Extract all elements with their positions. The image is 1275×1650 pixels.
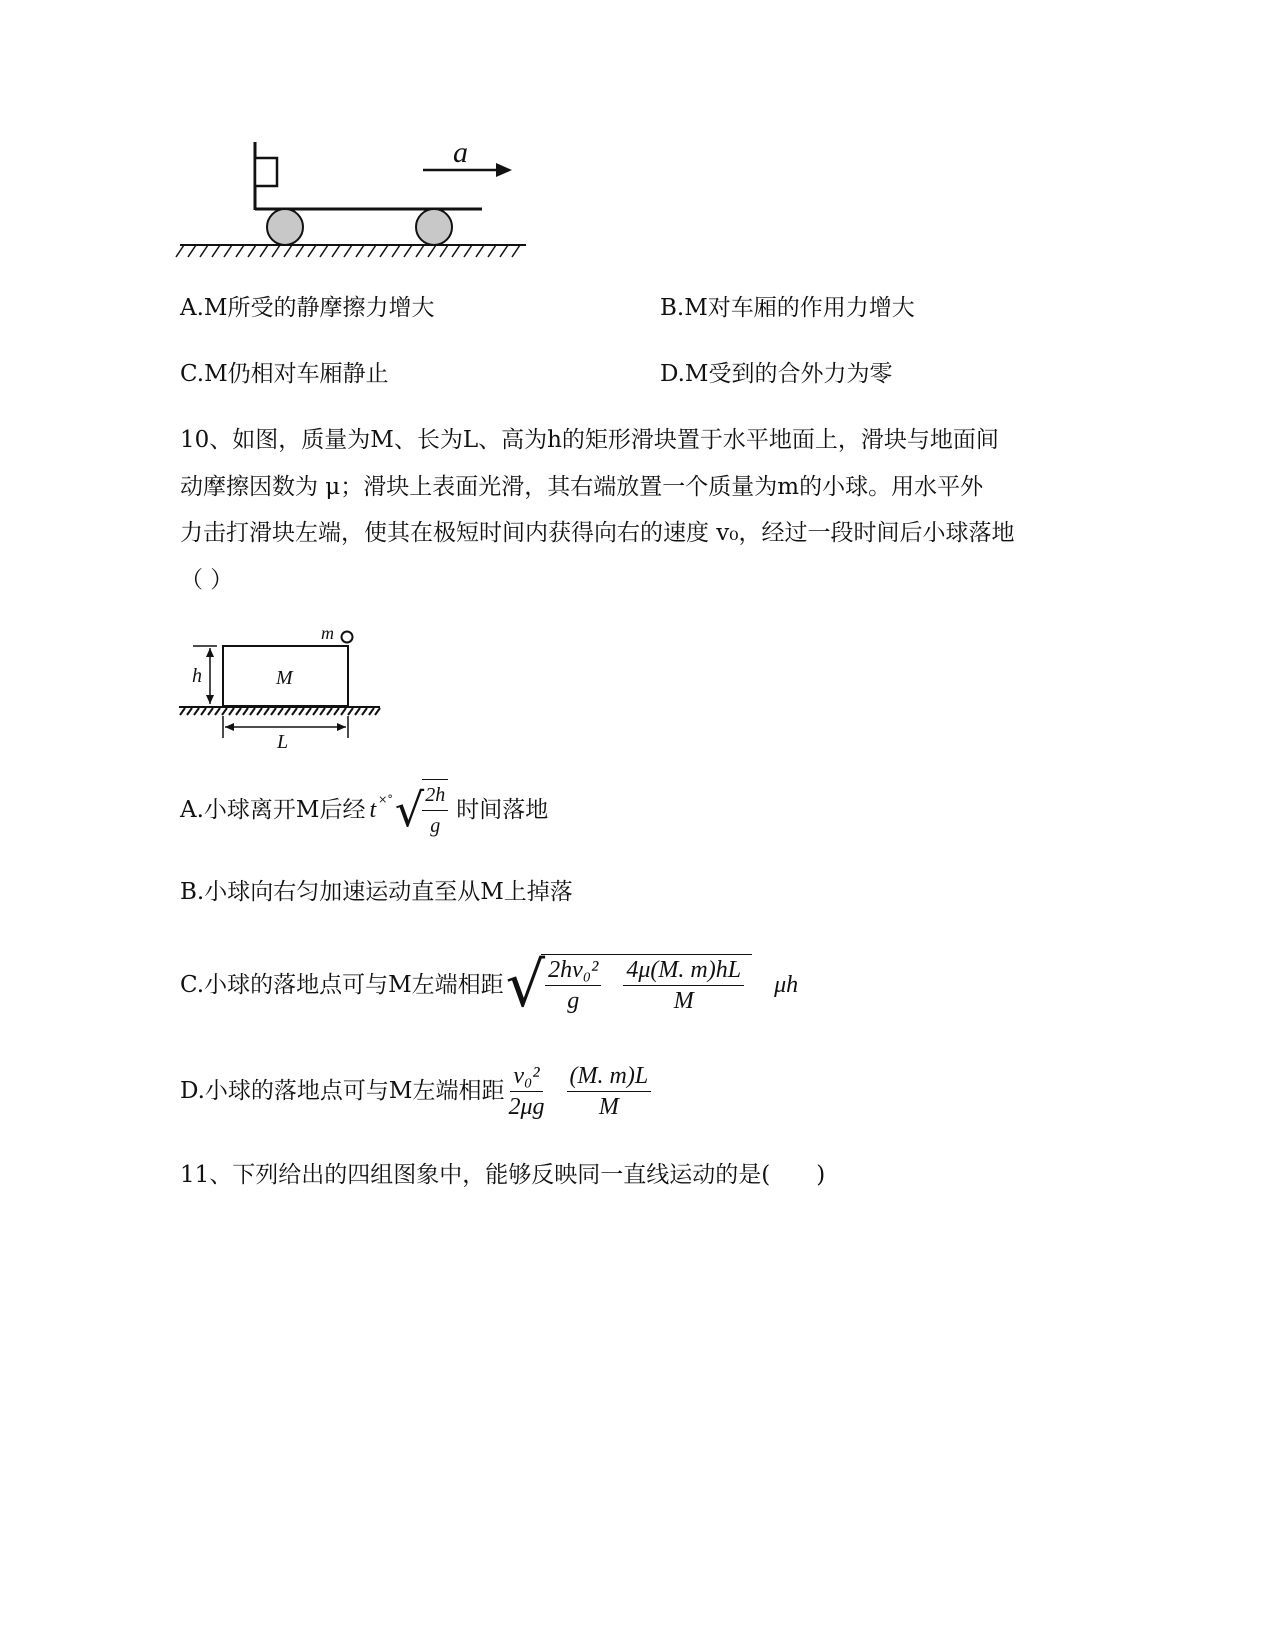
acceleration-label: a bbox=[453, 136, 468, 169]
ground-hatch bbox=[176, 245, 520, 257]
q10-option-d-fraction-1 bbox=[508, 1061, 544, 1122]
sqrt-sign: √ bbox=[394, 783, 425, 837]
block-M bbox=[255, 158, 277, 186]
q10-option-c-tail: μh bbox=[774, 972, 799, 998]
q10-option-a-sup: ×° bbox=[378, 793, 393, 806]
q10-option-a-t: t bbox=[369, 797, 377, 823]
q10-option-a bbox=[180, 780, 548, 840]
frac-denominator: M bbox=[598, 1093, 619, 1120]
q10-option-c-prefix: C.小球的落地点可与M左端相距 bbox=[180, 972, 504, 998]
q11-stem: 11、下列给出的四组图象中，能够反映同一直线运动的是( ) bbox=[180, 1162, 826, 1188]
frac-numerator: 2h bbox=[422, 780, 448, 811]
frac-denominator: M bbox=[673, 988, 694, 1014]
frac-denominator: g bbox=[567, 988, 580, 1014]
frac-numerator: v₀² bbox=[510, 1061, 542, 1092]
cart-wheel-right bbox=[416, 209, 452, 245]
sqrt-body bbox=[541, 954, 752, 1016]
q10-stem-line3: 力击打滑块左端，使其在极短时间内获得向右的速度 v₀，经过一段时间后小球落地 bbox=[180, 520, 1015, 546]
frac-denominator: 2μg bbox=[508, 1093, 545, 1120]
q10-stem-line1: 10、如图，质量为M、长为L、高为h的矩形滑块置于水平地面上，滑块与地面间 bbox=[180, 427, 999, 453]
block-figure bbox=[175, 620, 390, 755]
q10-option-d-fraction-2 bbox=[567, 1061, 652, 1122]
acceleration-arrowhead bbox=[496, 163, 512, 177]
ball-mass-label: m bbox=[321, 623, 334, 643]
sqrt-sign: √ bbox=[505, 948, 546, 1021]
q10-option-b: B.小球向右匀加速运动直至从M上掉落 bbox=[180, 879, 573, 905]
q10-option-a-prefix: A.小球离开M后经 bbox=[180, 797, 366, 823]
q10-option-a-suffix: 时间落地 bbox=[456, 797, 549, 823]
length-label: L bbox=[277, 731, 289, 753]
block-mass-label: M bbox=[276, 667, 293, 689]
frac-numerator: (M. m)L bbox=[567, 1061, 652, 1092]
q10-option-c-fraction-1 bbox=[545, 955, 601, 1016]
q10-stem-line4: （ ） bbox=[180, 567, 234, 593]
q9-option-d: D.M受到的合外力为零 bbox=[660, 361, 893, 387]
cart-wheel-left bbox=[267, 209, 303, 245]
frac-denominator: g bbox=[430, 815, 441, 837]
q10-option-d bbox=[180, 1058, 655, 1124]
q10-option-c bbox=[180, 950, 798, 1020]
ground-hatch-2 bbox=[180, 708, 380, 715]
q9-option-b: B.M对车厢的作用力增大 bbox=[660, 295, 915, 321]
q10-option-d-prefix: D.小球的落地点可与M左端相距 bbox=[180, 1078, 505, 1104]
q10-option-a-fraction bbox=[422, 779, 448, 841]
frac-numerator: 4μ(M. m)hL bbox=[623, 955, 744, 986]
height-label: h bbox=[192, 665, 202, 687]
q10-stem-line2: 动摩擦因数为 μ；滑块上表面光滑，其右端放置一个质量为m的小球。用水平外 bbox=[180, 474, 984, 500]
q9-option-a: A.M所受的静摩擦力增大 bbox=[180, 295, 435, 321]
cart-figure bbox=[170, 130, 540, 270]
frac-numerator: 2hv₀² bbox=[545, 955, 601, 986]
small-ball bbox=[342, 632, 353, 643]
q10-option-c-fraction-2 bbox=[623, 955, 744, 1016]
q9-option-c: C.M仍相对车厢静止 bbox=[180, 361, 389, 387]
